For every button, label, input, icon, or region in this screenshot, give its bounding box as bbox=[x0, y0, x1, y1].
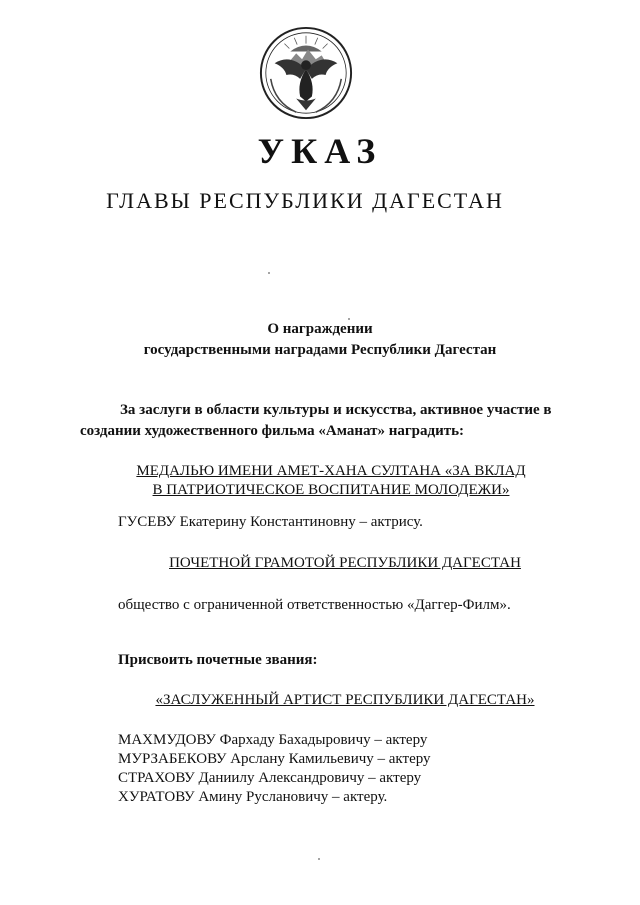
honorary-title: «ЗАСЛУЖЕННЫЙ АРТИСТ РЕСПУБЛИКИ ДАГЕСТАН» bbox=[155, 692, 535, 708]
scan-speck bbox=[268, 272, 270, 274]
preamble-line-2: создании художественного фильма «Аманат» наградить: bbox=[80, 423, 465, 439]
honorary-recipients-list bbox=[118, 731, 431, 807]
coat-of-arms-icon bbox=[257, 24, 355, 122]
decree-subject bbox=[0, 319, 640, 361]
subject-line-2: государственными наградами Республики Дагестан bbox=[143, 342, 497, 358]
medal-award-title bbox=[0, 462, 640, 500]
list-item: ХУРАТОВУ Амину Руслановичу – актеру. bbox=[118, 789, 388, 805]
scan-speck bbox=[348, 318, 350, 320]
honorary-titles-intro: Присвоить почетные звания: bbox=[118, 652, 318, 668]
medal-title-line-1: МЕДАЛЬЮ ИМЕНИ АМЕТ-ХАНА СУЛТАНА «ЗА ВКЛАД bbox=[136, 463, 526, 479]
decree-preamble bbox=[80, 400, 600, 442]
decree-title: УКАЗ bbox=[257, 131, 383, 171]
medal-recipient: ГУСЕВУ Екатерину Константиновну – актрису. bbox=[118, 514, 423, 530]
preamble-line-1: За заслуги в области культуры и искусства, активное участие в bbox=[120, 402, 552, 418]
certificate-award-title: ПОЧЕТНОЙ ГРАМОТОЙ РЕСПУБЛИКИ ДАГЕСТАН bbox=[169, 555, 521, 571]
list-item: СТРАХОВУ Даниилу Александровичу – актеру bbox=[118, 770, 422, 786]
scan-speck bbox=[318, 858, 320, 860]
decree-issuer: ГЛАВЫ РЕСПУБЛИКИ ДАГЕСТАН bbox=[106, 188, 504, 213]
medal-title-line-2: В ПАТРИОТИЧЕСКОЕ ВОСПИТАНИЕ МОЛОДЕЖИ» bbox=[152, 482, 510, 498]
list-item: МАХМУДОВУ Фархаду Бахадыровичу – актеру bbox=[118, 732, 428, 748]
certificate-recipient: общество с ограниченной ответственностью «Даггер-Филм». bbox=[118, 597, 511, 613]
subject-line-1: О награждении bbox=[267, 321, 373, 337]
list-item: МУРЗАБЕКОВУ Арслану Камильевичу – актеру bbox=[118, 751, 431, 767]
